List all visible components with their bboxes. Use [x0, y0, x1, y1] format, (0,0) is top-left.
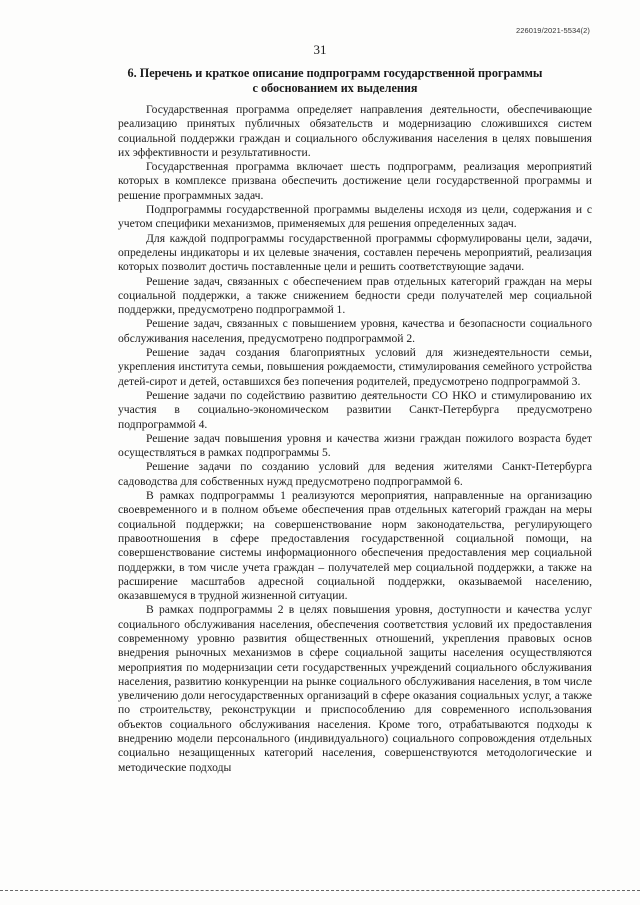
paragraph: Государственная программа определяет направления деятельности, обеспечивающие реализацию принятых публичных обязательств и модернизацию сложившихся систем социальной поддержки граждан и социального обслуживания населения в целях повышения их эффективности и результативности. — [118, 103, 592, 159]
section-title-line-1: 6. Перечень и краткое описание подпрограмм государственной программы — [127, 66, 543, 80]
paragraph: Подпрограммы государственной программы выделены исходя из цели, содержания и с учетом специфики механизмов, применяемых для решения определенных задач. — [118, 203, 592, 231]
paragraph: Решение задач, связанных с обеспечением прав отдельных категорий граждан на меры социальной поддержки, а также снижением бедности среди получателей мер социальной поддержки, предусмотрено подпрограммой 1. — [118, 274, 592, 317]
paragraph: Решение задач, связанных с повышением уровня, качества и безопасности социального обслуживания населения, предусмотрено подпрограммой 2. — [118, 317, 592, 345]
paragraph: Решение задач повышения уровня и качества жизни граждан пожилого возраста будет осуществляться в рамках подпрограммы 5. — [118, 431, 592, 460]
paragraph: Решение задач создания благоприятных условий для жизнедеятельности семьи, укрепления института семьи, повышения рождаемости, стимулирования семейного устройства детей-сирот и детей, оставшихся без попечения родителей, предусмотрено подпрограммой 3. — [118, 346, 592, 388]
paragraph: Решение задачи по содействию развитию деятельности СО НКО и стимулированию их участия в социально-экономическом развитии Санкт-Петербурга предусмотрено подпрограммой 4. — [118, 388, 592, 431]
paragraph: Государственная программа включает шесть подпрограмм, реализация мероприятий которых в комплексе призвана обеспечить достижение цели государственной программы и решение программных задач. — [118, 160, 592, 202]
body-text — [118, 103, 592, 775]
scan-edge-rule — [0, 890, 640, 891]
paragraph: В рамках подпрограммы 2 в целях повышения уровня, доступности и качества услуг социального обслуживания населения, обеспечения соответствия условий их предоставления современному уровню развития общественных отношений, укрепления правовых основ внедрения рыночных механизмов в сфере социальной защиты населения осуществляются мероприятия по модернизации сети государственных учреждений социального обслуживания населения, развитию конкуренции на рынке социального обслуживания населения, в том числе увеличению доли негосударственных организаций в сфере оказания социальных услуг, а также по строительству, реконструкции и приспособлению для современного использования объектов социального обслуживания населения. Кроме того, отрабатываются подходы к внедрению модели персонального (индивидуального) социального сопровождения отдельных социально незащищенных категорий населения, совершенствуются методологические и методические подходы — [118, 603, 592, 774]
paragraph: В рамках подпрограммы 1 реализуются мероприятия, направленные на организацию своевременного и в полном объеме обеспечения прав отдельных категорий граждан на меры социальной поддержки; на совершенствование норм законодательства, регулирующего правоотношения в сфере предоставления государственной социальной помощи, на совершенствование системы информационного обеспечения предоставления мер социальной поддержки, в том числе учета граждан – получателей мер социальной поддержки, а также на расширение масштабов адресной социальной поддержки, оказываемой населению, оказавшемуся в трудной жизненной ситуации. — [118, 489, 592, 603]
page-number: 31 — [313, 42, 327, 57]
section-title-line-2: с обоснованием их выделения — [252, 81, 418, 95]
paragraph: Решение задачи по созданию условий для ведения жителями Санкт-Петербурга садоводства для собственных нужд предусмотрено подпрограммой 6. — [118, 460, 592, 488]
section-title — [100, 66, 570, 96]
document-code: 226019/2021-5534(2) — [515, 26, 590, 35]
paragraph: Для каждой подпрограммы государственной программы сформулированы цели, задачи, определены индикаторы и их целевые значения, составлен перечень мероприятий, реализация которых позволит достичь поставленные цели и решить соответствующие задачи. — [118, 231, 592, 274]
